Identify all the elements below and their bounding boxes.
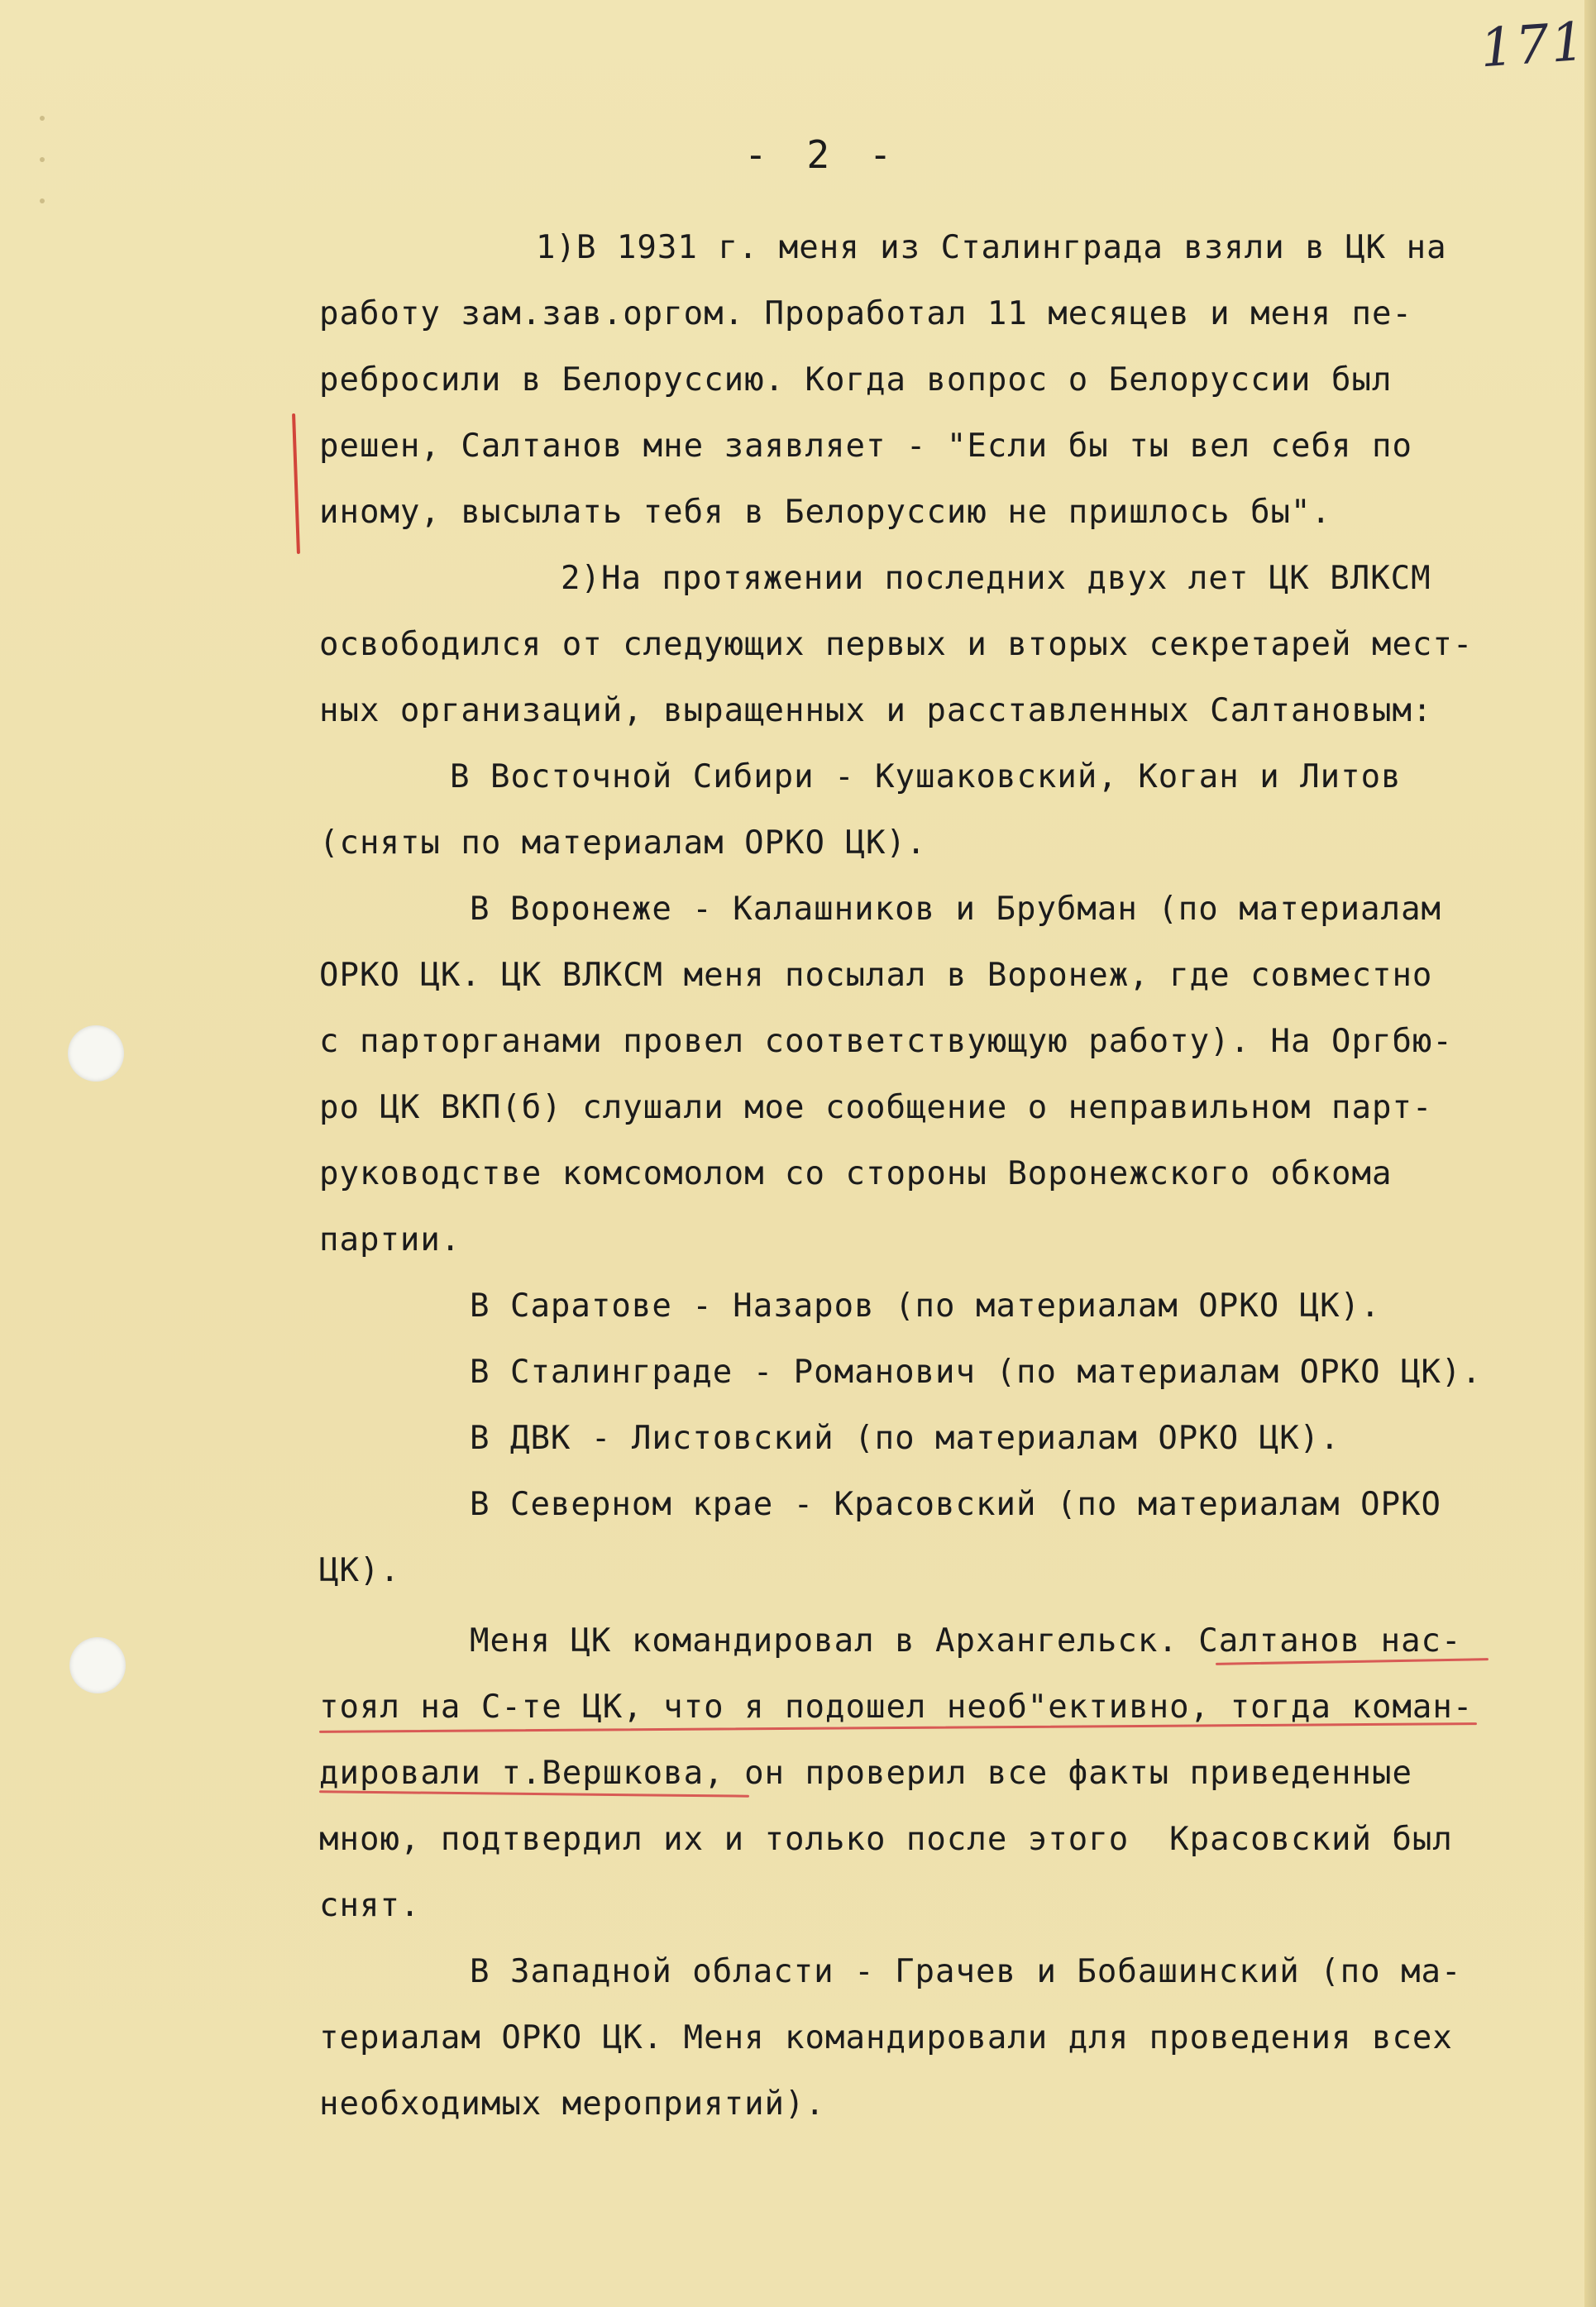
edge-dot — [40, 116, 45, 121]
folio-number: 171 — [1478, 11, 1589, 80]
text-line: решен, Салтанов мне заявляет - "Если бы ты вел себя по — [319, 427, 1412, 465]
punch-hole — [68, 1025, 124, 1082]
text-line: ЦК). — [319, 1552, 400, 1589]
text-line: ро ЦК ВКП(б) слушали мое сообщение о неправильном парт- — [319, 1089, 1433, 1126]
text-line: партии. — [319, 1221, 461, 1259]
text-line: В Саратове - Назаров (по материалам ОРКО ЦК). — [470, 1287, 1381, 1325]
text-line: иному, высылать тебя в Белоруссию не пришлось бы". — [319, 494, 1331, 531]
paper-edge — [1584, 0, 1596, 2307]
text-line: освободился от следующих первых и вторых секретарей мест- — [319, 626, 1474, 663]
text-line: снят. — [319, 1887, 421, 1924]
text-line: с парторганами провел соответствующую работу). На Оргбю- — [319, 1023, 1453, 1060]
text-line: Меня ЦК командировал в Архангельск. Салтанов нас- — [470, 1622, 1462, 1660]
text-line: териалам ОРКО ЦК. Меня командировали для проведения всех — [319, 2019, 1453, 2056]
text-line: В ДВК - Листовский (по материалам ОРКО ЦК). — [470, 1420, 1340, 1457]
text-line: В Западной области - Грачев и Бобашинский (по ма- — [470, 1953, 1462, 1990]
text-line: (сняты по материалам ОРКО ЦК). — [319, 824, 927, 862]
text-line: ребросили в Белоруссию. Когда вопрос о Белоруссии был — [319, 361, 1393, 399]
page-number: - 2 - — [744, 132, 901, 177]
text-line: мною, подтвердил их и только после этого Красовский был — [319, 1821, 1453, 1858]
text-line: необходимых мероприятий). — [319, 2085, 825, 2123]
edge-dot — [40, 157, 45, 162]
red-margin-mark — [292, 413, 300, 554]
text-line: 2)На протяжении последних двух лет ЦК ВЛКСМ — [561, 560, 1431, 597]
text-line: 1)В 1931 г. меня из Сталинграда взяли в ЦК на — [536, 229, 1447, 266]
edge-dot — [40, 198, 45, 203]
text-line: В Сталинграде - Романович (по материалам ОРКО ЦК). — [470, 1354, 1482, 1391]
punch-hole — [69, 1637, 126, 1693]
text-line: В Восточной Сибири - Кушаковский, Коган и Литов — [450, 758, 1402, 795]
text-line: дировали т.Вершкова, он проверил все факты приведенные — [319, 1755, 1412, 1792]
text-line: В Воронеже - Калашников и Брубман (по материалам — [470, 891, 1442, 928]
text-line: В Северном крае - Красовский (по материалам ОРКО — [470, 1486, 1442, 1523]
text-line: руководстве комсомолом со стороны Воронежского обкома — [319, 1155, 1393, 1192]
text-line: ных организаций, выращенных и расставленных Салтановым: — [319, 692, 1433, 729]
text-line: тоял на С-те ЦК, что я подошел необ"ективно, тогда коман- — [319, 1688, 1474, 1726]
text-line: работу зам.зав.оргом. Проработал 11 месяцев и меня пе- — [319, 295, 1412, 332]
text-line: ОРКО ЦК. ЦК ВЛКСМ меня посылал в Воронеж, где совместно — [319, 957, 1433, 994]
